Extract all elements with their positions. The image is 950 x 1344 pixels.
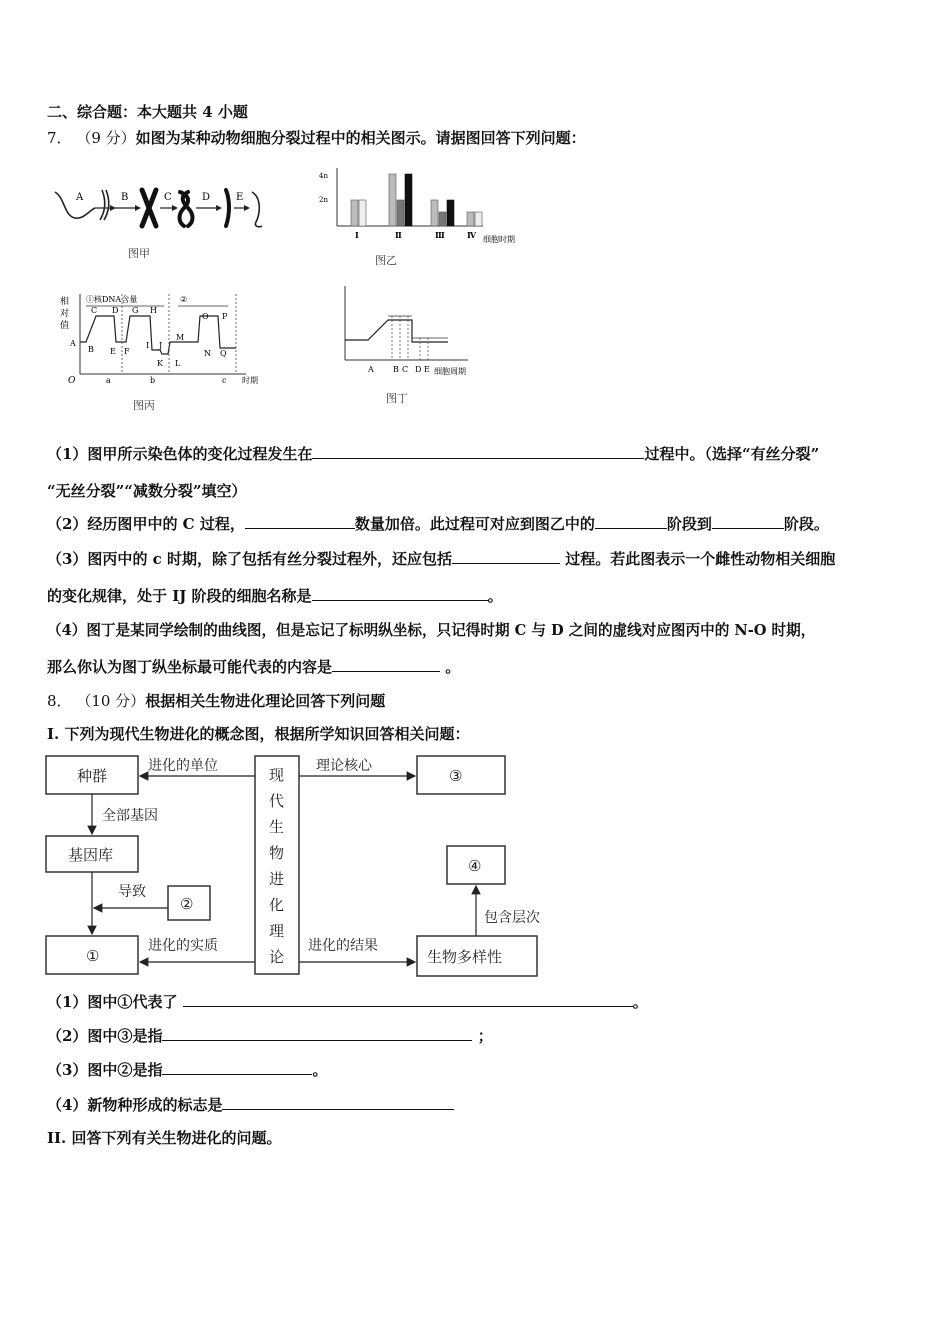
fig-bing-ylabel: 相 (60, 297, 70, 307)
label-core: 理论核心 (316, 758, 372, 774)
q7-p3-text: （3）图丙中的 c 时期，除了包括有丝分裂过程外，还应包括 (47, 550, 453, 568)
q7-p1-text: 过程中。（选择“有丝分裂” (644, 445, 820, 463)
fig-yi-xtick: Ⅳ (467, 230, 477, 240)
q7-part3-cont (47, 586, 503, 606)
concept-map (44, 752, 564, 984)
box-circle4-label: ④ (468, 857, 482, 875)
q7-p4-text: 。 (440, 658, 461, 676)
q7-p2-text: 阶段到 (666, 515, 712, 533)
q7-part2 (47, 514, 829, 534)
label-all-genes: 全部基因 (102, 808, 158, 824)
fig-yi-ytick-2n: 2n (319, 196, 328, 204)
q8-s1-text: 。 (632, 993, 648, 1011)
q7-p3-text: 过程。若此图表示一个雌性动物相关细胞 (560, 550, 836, 568)
fig-ding-xlabel: 细胞周期 (434, 367, 466, 376)
center-char: 生 (269, 818, 285, 836)
answer-blank[interactable] (712, 514, 784, 529)
fig-bing-xlabel: 时期 (242, 376, 258, 385)
fig-bing-ylabel: 对 (60, 309, 70, 319)
fig-jia-label-c: C (164, 192, 172, 203)
fig-yi-bar (397, 200, 404, 226)
fig-ding-xtick: C (402, 365, 409, 374)
q7-stem (47, 128, 586, 148)
fig-bing-xtick: a (106, 376, 111, 385)
answer-blank[interactable] (332, 657, 440, 672)
q7-points: （9 分） (76, 129, 136, 147)
box-circle3-label: ③ (449, 767, 463, 785)
q8-s1-text: （1）图中①代表了 (47, 993, 178, 1011)
q7-part4-cont (47, 657, 460, 677)
fig-bing-pt: D (112, 306, 119, 315)
figure-bing (58, 290, 273, 390)
box-circle2-label: ② (180, 895, 194, 913)
fig-yi-bar (475, 212, 482, 226)
box-circle1-label: ① (86, 947, 100, 965)
q8-sub2 (47, 1026, 493, 1046)
fig-yi-bar (389, 174, 396, 226)
fig-bing-pt: I (146, 341, 150, 350)
answer-blank[interactable] (312, 444, 644, 459)
fig-yi-xlabel: 细胞时期 (483, 235, 515, 244)
q8-sub3 (47, 1060, 327, 1080)
q7-p3-text: 的变化规律，处于 IJ 阶段的细胞名称是 (47, 587, 312, 605)
box-diversity-label: 生物多样性 (427, 948, 503, 966)
center-char: 化 (269, 896, 285, 914)
fig-yi-bars (351, 174, 482, 226)
q8-s4-text: （4）新物种形成的标志是 (47, 1096, 223, 1114)
fig-bing-xtick: b (150, 376, 156, 385)
section-title: 二、综合题：本大题共 4 小题 (47, 103, 248, 121)
fig-yi-bar (359, 200, 366, 226)
answer-blank[interactable] (222, 1095, 454, 1110)
fig-yi-bar (405, 174, 412, 226)
fig-bing-pt: J (159, 341, 163, 350)
q8-number: 8． (47, 692, 72, 710)
fig-bing-pt: E (110, 347, 116, 356)
fig-bing-pt: P (222, 312, 228, 321)
fig-bing-pt: O (202, 312, 209, 321)
figure-jia (50, 180, 270, 240)
answer-blank[interactable] (312, 586, 488, 601)
fig-ding-xtick: A (368, 365, 374, 374)
q8-s3-text: 。 (312, 1061, 328, 1079)
q7-p2-text: 数量加倍。此过程可对应到图乙中的 (354, 515, 595, 533)
q8-stem (47, 691, 385, 711)
fig-yi-xtick: Ⅰ (355, 230, 359, 240)
label-result: 进化的结果 (308, 938, 378, 954)
fig-yi-xtick: Ⅲ (435, 230, 445, 240)
fig-yi-bar (447, 200, 454, 226)
fig-bing-legend1: ①核DNA含量 (86, 295, 138, 304)
fig-ding-xtick: E (424, 365, 430, 374)
q8-s3-text: （3）图中②是指 (47, 1061, 163, 1079)
center-char: 代 (269, 792, 285, 810)
label-cause: 导致 (118, 884, 146, 900)
fig-yi-caption: 图乙 (375, 254, 397, 267)
fig-bing-pt: B (88, 345, 94, 354)
q7-p1-text: （1）图甲所示染色体的变化过程发生在 (47, 445, 313, 463)
q7-part1 (47, 444, 819, 464)
label-essence: 进化的实质 (148, 938, 218, 954)
fig-bing-pt: C (91, 306, 98, 315)
fig-ding-caption: 图丁 (386, 392, 408, 405)
q8-part2-title: II. 回答下列有关生物进化的问题。 (47, 1129, 282, 1147)
center-char: 论 (269, 948, 285, 966)
fig-bing-pt: M (176, 333, 185, 342)
fig-jia-label-a: A (76, 192, 84, 203)
fig-jia-label-e: E (236, 192, 244, 203)
q7-stem-text: 如图为某种动物细胞分裂过程中的相关图示。请据图回答下列问题： (135, 129, 586, 147)
label-unit: 进化的单位 (148, 758, 218, 774)
fig-bing-pt: N (204, 349, 211, 358)
fig-yi-bar (351, 200, 358, 226)
answer-blank[interactable] (245, 514, 355, 529)
fig-yi-xtick: Ⅱ (395, 230, 402, 240)
figure-yi (315, 160, 535, 250)
q8-stem-text: 根据相关生物进化理论回答下列问题 (145, 692, 386, 710)
q8-s2-text: （2）图中③是指 (47, 1027, 163, 1045)
fig-yi-bar (467, 212, 474, 226)
answer-blank[interactable] (595, 514, 667, 529)
center-char: 现 (269, 766, 285, 784)
fig-jia-caption: 图甲 (128, 247, 150, 260)
fig-bing-pt: L (175, 359, 181, 368)
fig-bing-pt: H (150, 306, 157, 315)
fig-bing-pt: G (132, 306, 139, 315)
fig-yi-ytick-4n: 4n (319, 172, 328, 180)
box-zhongqun-label: 种群 (77, 767, 108, 785)
fig-bing-pt: A (70, 339, 76, 348)
q7-p2-text: （2）经历图甲中的 C 过程， (47, 515, 245, 533)
q7-p2-text: 阶段。 (783, 515, 829, 533)
fig-bing-legend2: ② (180, 295, 188, 304)
q7-part3 (47, 549, 835, 569)
q7-number: 7． (47, 129, 72, 147)
answer-blank[interactable] (162, 1060, 312, 1075)
fig-bing-caption: 图丙 (133, 399, 155, 412)
fig-bing-origin: O (68, 376, 76, 386)
q7-p3-text: 。 (487, 587, 503, 605)
center-char: 物 (269, 844, 285, 862)
q7-part1-cont: “无丝分裂”“减数分裂”填空） (47, 482, 247, 500)
fig-jia-label-b: B (121, 192, 129, 203)
box-center (255, 756, 299, 974)
box-jiyinku-label: 基因库 (68, 846, 114, 864)
fig-bing-pt: K (157, 359, 163, 368)
fig-bing-xtick: c (222, 376, 227, 385)
q8-part1-title: I. 下列为现代生物进化的概念图，根据所学知识回答相关问题： (47, 725, 470, 743)
q8-s2-text: ； (477, 1027, 493, 1045)
q8-sub4 (47, 1095, 454, 1115)
q8-sub1 (47, 992, 648, 1012)
fig-bing-ylabel: 值 (60, 321, 70, 331)
fig-yi-bar (431, 200, 438, 226)
answer-blank[interactable] (162, 1026, 472, 1041)
fig-ding-xtick: D (415, 365, 422, 374)
fig-yi-bar (439, 212, 446, 226)
fig-jia-label-d: D (202, 192, 211, 203)
fig-bing-pt: F (124, 347, 130, 356)
label-levels: 包含层次 (484, 910, 540, 926)
q7-part4: （4）图丁是某同学绘制的曲线图，但是忘记了标明纵坐标，只记得时期 C 与 D 之间的虚线对应图丙中的 N-O 时期， (47, 622, 816, 639)
center-char: 进 (269, 870, 285, 888)
fig-ding-xtick: B (393, 365, 399, 374)
answer-blank[interactable] (183, 992, 633, 1007)
q7-p4-text: 那么你认为图丁纵坐标最可能代表的内容是 (47, 658, 333, 676)
center-char: 理 (269, 922, 285, 940)
q8-points: （10 分） (76, 692, 146, 710)
fig-bing-pt: Q (220, 349, 227, 358)
answer-blank[interactable] (452, 549, 560, 564)
figure-ding (340, 282, 490, 382)
